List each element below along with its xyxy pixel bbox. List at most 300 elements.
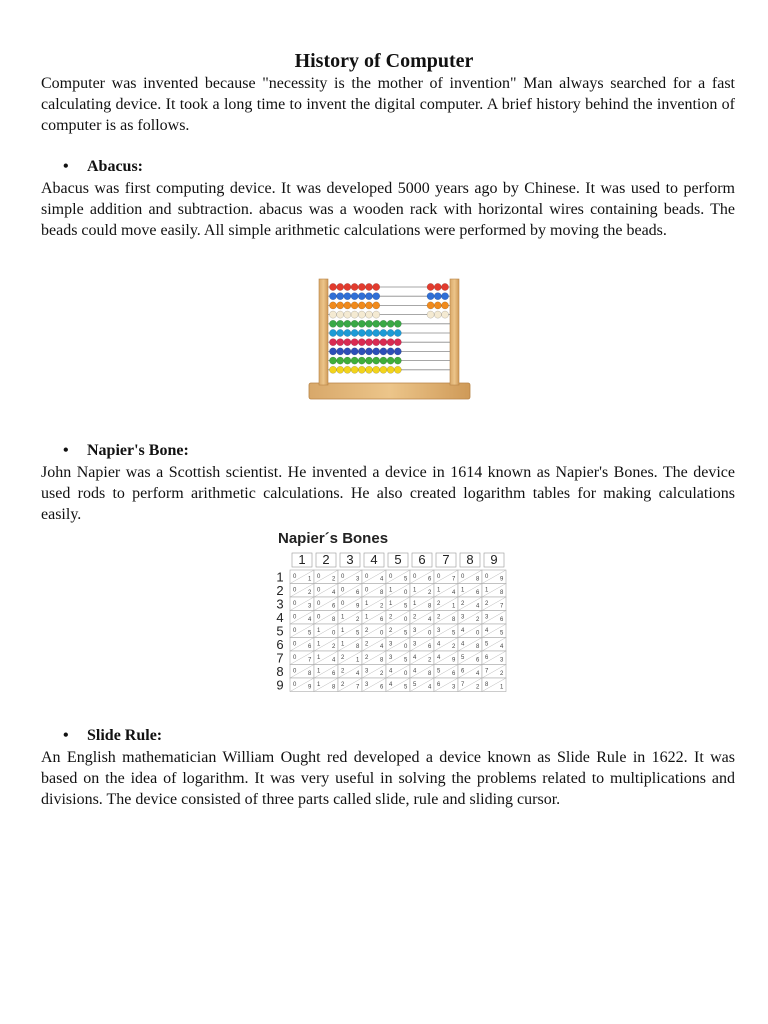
napier-cell-tens: 0 — [293, 682, 297, 688]
napier-cell-tens: 0 — [413, 574, 417, 580]
abacus-bead — [337, 348, 344, 355]
napier-cell-tens: 0 — [317, 574, 321, 580]
napier-cell-ones: 1 — [500, 684, 504, 691]
napier-cell-tens: 0 — [341, 574, 345, 580]
abacus-bead — [358, 366, 365, 373]
napier-cell-tens: 1 — [413, 601, 417, 607]
napier-cell-tens: 2 — [389, 628, 393, 634]
napier-cell-tens: 1 — [317, 628, 321, 634]
napier-cell-tens: 2 — [365, 628, 369, 634]
abacus-bead — [358, 293, 365, 300]
abacus-bead — [351, 283, 358, 290]
abacus-bead — [329, 329, 336, 336]
abacus-bead — [329, 348, 336, 355]
napier-cell-ones: 5 — [404, 603, 408, 610]
napier-cell-ones: 4 — [428, 617, 432, 623]
abacus-bead — [380, 320, 387, 327]
napier-cell-ones: 4 — [380, 576, 384, 583]
napier-cell-tens: 2 — [341, 682, 345, 688]
napier-cell-tens: 2 — [437, 614, 441, 621]
napier-cell-ones: 2 — [356, 617, 360, 623]
napier-cell-ones: 6 — [380, 684, 384, 691]
napier-column-label: 4 — [370, 552, 378, 567]
napier-cell-ones: 2 — [500, 671, 504, 677]
napier-cell-tens: 0 — [341, 601, 345, 607]
abacus-bead — [344, 293, 351, 300]
napier-cell-tens: 0 — [293, 574, 297, 580]
abacus-bead — [373, 293, 380, 300]
abacus-bead — [387, 329, 394, 336]
napier-cell-tens: 4 — [413, 668, 417, 675]
abacus-bead — [344, 320, 351, 327]
napier-cell-tens: 2 — [341, 655, 345, 661]
napier-row-label: 7 — [276, 650, 284, 666]
abacus-bead — [427, 302, 434, 309]
napier-cell-ones: 7 — [500, 603, 504, 610]
abacus-bead — [344, 357, 351, 364]
abacus-bead — [337, 320, 344, 327]
napier-cell-ones: 2 — [428, 590, 432, 596]
napier-cell-tens: 0 — [293, 587, 297, 594]
napier-cell-ones: 5 — [404, 657, 408, 664]
napier-column-label: 6 — [418, 552, 426, 567]
abacus-bead — [329, 366, 336, 373]
napier-cell-tens: 1 — [389, 601, 393, 607]
bullet-icon: • — [63, 442, 69, 459]
abacus-bead — [329, 357, 336, 364]
napier-cell-ones: 5 — [404, 684, 408, 691]
napier-column-label: 2 — [322, 552, 330, 567]
napier-cell-ones: 7 — [452, 576, 456, 583]
napier-cell-ones: 8 — [308, 671, 312, 677]
napier-cell-ones: 0 — [404, 644, 408, 650]
abacus-right-post — [450, 279, 459, 385]
napier-cell-ones: 7 — [308, 657, 312, 664]
napier-cell-tens: 1 — [317, 668, 321, 675]
abacus-bead — [380, 339, 387, 346]
napier-column-label: 9 — [490, 552, 498, 567]
napier-cell-tens: 2 — [365, 655, 369, 661]
napier-cell-ones: 9 — [500, 576, 504, 583]
napier-cell-tens: 6 — [437, 682, 441, 688]
abacus-bead — [365, 329, 372, 336]
napier-cell-ones: 4 — [476, 671, 480, 677]
abacus-bead — [373, 311, 380, 318]
napier-cell-ones: 9 — [356, 603, 360, 610]
napier-cell-ones: 2 — [380, 603, 384, 610]
napier-cell-ones: 6 — [308, 644, 312, 650]
napier-row-label: 2 — [276, 583, 284, 598]
abacus-bead — [394, 320, 401, 327]
napier-cell-ones: 5 — [500, 630, 504, 637]
napier-cell-tens: 3 — [365, 682, 369, 688]
napier-cell-tens: 4 — [389, 668, 393, 675]
section-heading-napier — [63, 441, 189, 461]
napier-cell-ones: 9 — [452, 657, 456, 664]
abacus-bead — [441, 283, 448, 290]
napier-cell-ones: 8 — [332, 617, 336, 623]
abacus-bead — [329, 339, 336, 346]
abacus-image — [307, 275, 472, 403]
napier-cell-ones: 2 — [452, 644, 456, 650]
napier-cell-ones: 6 — [356, 590, 360, 596]
napier-cell-ones: 6 — [380, 617, 384, 623]
abacus-bead — [427, 293, 434, 300]
abacus-bead — [434, 302, 441, 309]
abacus-bead — [373, 329, 380, 336]
abacus-bead — [351, 329, 358, 336]
napier-cell-ones: 8 — [476, 576, 480, 583]
napier-cell-ones: 8 — [380, 590, 384, 596]
napier-cell-tens: 2 — [461, 601, 465, 607]
abacus-bead — [365, 283, 372, 290]
napier-cell-tens: 1 — [389, 587, 393, 594]
napier-cell-tens: 1 — [461, 587, 465, 594]
napier-cell-ones: 4 — [308, 617, 312, 623]
abacus-bead — [358, 357, 365, 364]
napier-cell-tens: 0 — [365, 587, 369, 594]
napier-cell-tens: 1 — [317, 641, 321, 648]
abacus-bead — [387, 357, 394, 364]
napier-cell-tens: 3 — [461, 614, 465, 621]
abacus-bead — [365, 311, 372, 318]
napier-cell-tens: 4 — [413, 655, 417, 661]
napier-cell-ones: 8 — [428, 603, 432, 610]
abacus-bead — [373, 302, 380, 309]
abacus-bead — [427, 311, 434, 318]
napier-row-label: 5 — [276, 623, 284, 639]
napier-cell-ones: 1 — [308, 576, 312, 583]
napier-cell-tens: 7 — [461, 682, 465, 688]
intro-paragraph: Computer was invented because "necessity is the mother of invention" Man always searched for a fast calculating device. It took a long time to invent the digital computer. A brief history behind the invention of computer is as follows. — [41, 75, 735, 134]
napier-cell-ones: 8 — [332, 684, 336, 691]
abacus-bead — [365, 366, 372, 373]
abacus-left-post — [319, 279, 328, 385]
napier-cell-tens: 2 — [437, 601, 441, 607]
abacus-bead — [358, 339, 365, 346]
napier-cell-tens: 2 — [413, 614, 417, 621]
abacus-bead — [329, 283, 336, 290]
abacus-bead — [344, 311, 351, 318]
abacus-bead — [351, 320, 358, 327]
abacus-bead — [365, 293, 372, 300]
abacus-bead — [351, 311, 358, 318]
napier-cell-tens: 4 — [389, 682, 393, 688]
napier-cell-ones: 6 — [476, 590, 480, 596]
napier-cell-ones: 2 — [428, 657, 432, 664]
abacus-bead — [337, 366, 344, 373]
abacus-bead — [344, 348, 351, 355]
abacus-bead — [358, 329, 365, 336]
abacus-bead — [337, 302, 344, 309]
napier-cell-tens: 0 — [317, 601, 321, 607]
napier-cell-tens: 1 — [341, 614, 345, 621]
napier-cell-ones: 4 — [428, 684, 432, 691]
abacus-bead — [373, 348, 380, 355]
bullet-icon: • — [63, 158, 69, 175]
napier-cell-ones: 5 — [404, 576, 408, 583]
napier-cell-tens: 0 — [437, 574, 441, 580]
napier-cell-tens: 7 — [485, 668, 489, 675]
napier-cell-ones: 0 — [428, 630, 432, 637]
napier-cell-ones: 4 — [356, 671, 360, 677]
heading-label: Slide Rule: — [87, 727, 163, 744]
napier-cell-ones: 2 — [308, 590, 312, 596]
napier-cell-tens: 0 — [293, 614, 297, 621]
abacus-bead — [365, 302, 372, 309]
abacus-bead — [358, 348, 365, 355]
abacus-bead — [380, 329, 387, 336]
napier-column-label: 3 — [346, 552, 354, 567]
abacus-bead — [380, 366, 387, 373]
napier-cell-ones: 8 — [452, 617, 456, 623]
napier-cell-ones: 2 — [476, 684, 480, 691]
abacus-bead — [344, 302, 351, 309]
napier-cell-tens: 1 — [365, 614, 369, 621]
abacus-base — [309, 383, 470, 399]
napier-cell-tens: 5 — [485, 641, 489, 648]
napier-cell-ones: 6 — [428, 644, 432, 650]
abacus-bead — [358, 283, 365, 290]
abacus-bead — [344, 329, 351, 336]
napier-cell-tens: 4 — [461, 641, 465, 648]
napier-cell-tens: 0 — [461, 574, 465, 580]
abacus-bead — [351, 302, 358, 309]
napier-cell-tens: 0 — [293, 641, 297, 648]
abacus-bead — [337, 293, 344, 300]
napier-cell-tens: 1 — [341, 641, 345, 648]
napier-cell-ones: 3 — [452, 684, 456, 691]
heading-label: Abacus: — [87, 158, 144, 175]
abacus-bead — [365, 320, 372, 327]
napier-cell-tens: 2 — [341, 668, 345, 675]
napier-cell-ones: 0 — [404, 590, 408, 596]
napier-column-label: 7 — [442, 552, 450, 567]
abacus-bead — [365, 339, 372, 346]
napier-figure-title: Napier´s Bones — [278, 530, 389, 547]
napier-cell-ones: 6 — [332, 603, 336, 610]
abacus-bead — [441, 311, 448, 318]
napier-row-label: 6 — [276, 637, 284, 652]
napier-cell-tens: 2 — [485, 601, 489, 607]
napier-cell-ones: 8 — [428, 671, 432, 677]
napier-row-label: 4 — [276, 610, 284, 625]
napier-cell-ones: 6 — [476, 657, 480, 664]
napier-cell-ones: 1 — [452, 603, 456, 610]
napier-cell-tens: 2 — [365, 641, 369, 648]
napier-cell-tens: 2 — [389, 614, 393, 621]
napier-cell-tens: 5 — [461, 655, 465, 661]
napier-cell-ones: 7 — [356, 684, 360, 691]
napier-cell-tens: 5 — [437, 668, 441, 675]
abacus-bead — [358, 311, 365, 318]
napier-cell-ones: 6 — [332, 671, 336, 677]
napier-row-label: 8 — [276, 664, 284, 679]
napier-cell-tens: 0 — [293, 668, 297, 675]
napier-cell-tens: 1 — [437, 587, 441, 594]
abacus-bead — [434, 283, 441, 290]
napier-cell-ones: 4 — [500, 644, 504, 650]
napier-cell-tens: 4 — [437, 641, 441, 648]
napier-cell-tens: 3 — [437, 628, 441, 634]
napier-cell-tens: 3 — [365, 668, 369, 675]
napier-cell-tens: 6 — [461, 668, 465, 675]
napier-cell-tens: 0 — [317, 587, 321, 594]
napier-cell-tens: 3 — [389, 641, 393, 648]
abacus-bead — [337, 339, 344, 346]
napier-cell-ones: 8 — [380, 657, 384, 664]
abacus-bead — [351, 357, 358, 364]
napier-cell-ones: 4 — [452, 590, 456, 596]
abacus-bead — [337, 311, 344, 318]
abacus-bead — [387, 348, 394, 355]
page-title: History of Computer — [294, 50, 474, 72]
abacus-bead — [394, 329, 401, 336]
abacus-bead — [329, 302, 336, 309]
napier-cell-ones: 4 — [332, 657, 336, 664]
abacus-bead — [394, 366, 401, 373]
abacus-bead — [344, 366, 351, 373]
napier-bones-image — [262, 530, 512, 696]
napier-cell-tens: 0 — [293, 628, 297, 634]
napier-cell-tens: 1 — [341, 628, 345, 634]
abacus-bead — [344, 283, 351, 290]
napier-cell-ones: 1 — [356, 657, 360, 664]
napier-cell-tens: 0 — [365, 574, 369, 580]
napier-cell-ones: 0 — [332, 630, 336, 637]
abacus-bead — [365, 348, 372, 355]
napier-cell-tens: 5 — [413, 682, 417, 688]
abacus-bead — [351, 339, 358, 346]
napier-row-label: 3 — [276, 596, 284, 612]
abacus-bead — [337, 283, 344, 290]
napier-cell-ones: 5 — [308, 630, 312, 637]
napier-cell-ones: 6 — [452, 671, 456, 677]
abacus-bead — [365, 357, 372, 364]
abacus-bead — [387, 339, 394, 346]
napier-column-label: 8 — [466, 552, 474, 567]
abacus-bead — [387, 366, 394, 373]
heading-label: Napier's Bone: — [87, 442, 189, 459]
napier-cell-tens: 1 — [317, 682, 321, 688]
napier-cell-tens: 0 — [341, 587, 345, 594]
abacus-bead — [344, 339, 351, 346]
napier-cell-ones: 3 — [500, 657, 504, 664]
napier-cell-ones: 8 — [356, 644, 360, 650]
napier-cell-tens: 3 — [413, 628, 417, 634]
napier-cell-tens: 4 — [485, 628, 489, 634]
napier-cell-tens: 0 — [293, 601, 297, 607]
napier-cell-tens: 4 — [461, 628, 465, 634]
abacus-bead — [358, 320, 365, 327]
napier-cell-tens: 3 — [389, 655, 393, 661]
napier-cell-tens: 0 — [293, 655, 297, 661]
napier-column-label: 1 — [298, 552, 306, 567]
section-heading-slide-rule — [63, 726, 162, 746]
napier-cell-ones: 2 — [476, 617, 480, 623]
napier-cell-tens: 3 — [413, 641, 417, 648]
napier-cell-ones: 3 — [356, 576, 360, 583]
napier-cell-ones: 8 — [476, 644, 480, 650]
napier-cell-tens: 8 — [485, 682, 489, 688]
napier-cell-ones: 0 — [380, 630, 384, 637]
napier-cell-tens: 1 — [365, 601, 369, 607]
napier-cell-ones: 5 — [452, 630, 456, 637]
napier-cell-ones: 4 — [380, 644, 384, 650]
abacus-bead — [380, 348, 387, 355]
abacus-bead — [427, 283, 434, 290]
napier-column-label: 5 — [394, 552, 402, 567]
abacus-bead — [373, 320, 380, 327]
napier-cell-tens: 1 — [485, 587, 489, 594]
abacus-bead — [373, 357, 380, 364]
abacus-bead — [329, 311, 336, 318]
abacus-paragraph: Abacus was first computing device. It was developed 5000 years ago by Chinese. It was used to perform simple addition and subtraction. abacus was a wooden rack with horizontal wires containing beads. The beads could move easily. All simple arithmetic calculations were performed by moving the beads. — [41, 180, 735, 239]
napier-cell-ones: 0 — [404, 671, 408, 677]
napier-cell-ones: 2 — [332, 644, 336, 650]
napier-cell-tens: 3 — [485, 614, 489, 621]
napier-row-label: 9 — [276, 677, 284, 693]
napier-cell-ones: 3 — [308, 603, 312, 610]
napier-cell-ones: 2 — [380, 671, 384, 677]
abacus-bead — [351, 366, 358, 373]
abacus-bead — [373, 283, 380, 290]
napier-cell-ones: 8 — [500, 590, 504, 596]
napier-paragraph: John Napier was a Scottish scientist. He invented a device in 1614 known as Napier's Bones. The device used rods to perform arithmetic calculations. He also created logarithm tables for making calculations easily. — [41, 464, 735, 523]
abacus-bead — [394, 357, 401, 364]
napier-cell-ones: 0 — [404, 617, 408, 623]
napier-cell-ones: 2 — [332, 576, 336, 583]
napier-cell-ones: 9 — [308, 684, 312, 691]
abacus-bead — [434, 293, 441, 300]
abacus-bead — [351, 348, 358, 355]
abacus-bead — [351, 293, 358, 300]
napier-cell-tens: 1 — [317, 655, 321, 661]
napier-cell-ones: 6 — [428, 576, 432, 583]
abacus-bead — [434, 311, 441, 318]
napier-cell-ones: 5 — [404, 630, 408, 637]
abacus-bead — [394, 348, 401, 355]
abacus-bead — [358, 302, 365, 309]
napier-cell-ones: 6 — [500, 617, 504, 623]
abacus-bead — [329, 293, 336, 300]
slide-rule-paragraph: An English mathematician William Ought red developed a device known as Slide Rule in 1622. It was based on the idea of logarithm. It was very useful in solving the problems related to multiplications and divisions. The device consisted of three parts called slide, rule and sliding cursor. — [41, 749, 735, 808]
napier-cell-tens: 0 — [317, 614, 321, 621]
abacus-bead — [373, 366, 380, 373]
abacus-bead — [373, 339, 380, 346]
abacus-bead — [380, 357, 387, 364]
napier-cell-tens: 0 — [389, 574, 393, 580]
abacus-bead — [337, 357, 344, 364]
napier-cell-tens: 4 — [437, 655, 441, 661]
napier-cell-tens: 0 — [485, 574, 489, 580]
napier-cell-tens: 6 — [485, 655, 489, 661]
abacus-bead — [329, 320, 336, 327]
napier-cell-ones: 4 — [476, 603, 480, 610]
napier-cell-ones: 4 — [332, 590, 336, 596]
abacus-bead — [337, 329, 344, 336]
napier-cell-ones: 0 — [476, 630, 480, 637]
abacus-bead — [441, 293, 448, 300]
napier-cell-tens: 1 — [413, 587, 417, 594]
abacus-bead — [441, 302, 448, 309]
bullet-icon: • — [63, 727, 69, 744]
napier-row-label: 1 — [276, 569, 284, 585]
section-heading-abacus — [63, 157, 143, 177]
abacus-bead — [387, 320, 394, 327]
napier-cell-ones: 5 — [356, 630, 360, 637]
abacus-bead — [394, 339, 401, 346]
